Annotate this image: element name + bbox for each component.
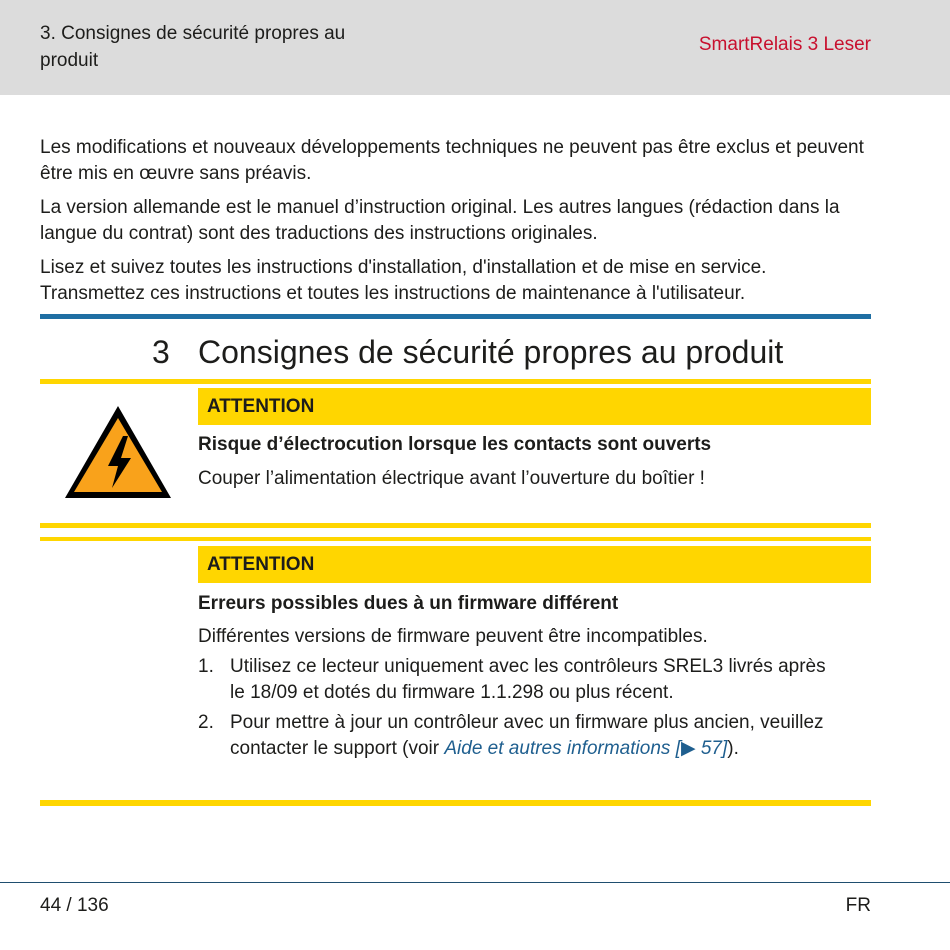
step-number: 1. [198,656,214,677]
page-header [0,0,950,95]
notice-label: ATTENTION [198,388,871,425]
intro-paragraph: Les modifications et nouveaux développements techniques ne peuvent pas être exclus et peuvent être mis en œuvre sans préavis. [40,137,864,184]
language-code: FR [845,895,871,916]
page-number: 44 / 136 [40,895,109,916]
notice-rule [40,379,871,384]
steps-list [198,654,838,766]
section-title: 3. Consignes de sécurité propres au produit [40,23,346,71]
chapter-heading [0,330,950,375]
notice-subtitle: Erreurs possibles dues à un firmware différent [198,593,619,614]
step-text-end: ). [727,738,739,759]
intro-text [40,135,870,315]
notice-text: Différentes versions de firmware peuvent être incompatibles. [198,626,708,647]
notice-text: Couper l’alimentation électrique avant l’ouverture du boîtier ! [198,468,705,489]
notice-rule [40,800,871,806]
chapter-number: 3 [152,334,170,370]
divider [40,314,871,319]
product-name: SmartRelais 3 Leser [698,34,871,55]
reference-link[interactable]: Aide et autres informations [▶ 57] [444,738,728,759]
intro-paragraph: Lisez et suivez toutes les instructions d'installation, d'installation et de mise en service. Transmettez ces instructions et toutes les instructions de maintenance à l'utilisateur. [40,257,767,304]
notice-label: ATTENTION [198,546,871,583]
step-text: Utilisez ce lecteur uniquement avec les contrôleurs SREL3 livrés après le 18/09 et dotés du firmware 1.1.298 ou plus récent. [230,656,826,703]
notice-rule [40,537,871,541]
notice-subtitle: Risque d’électrocution lorsque les contacts sont ouverts [198,434,712,455]
chapter-title: Consignes de sécurité propres au produit [198,334,784,370]
footer-divider [0,882,950,883]
intro-paragraph: La version allemande est le manuel d’instruction original. Les autres langues (rédaction dans la langue du contrat) sont des traductions des instructions originales. [40,197,840,244]
step-text: Pour mettre à jour un contrôleur avec un firmware plus ancien, veuillez contacter le support (voir [230,712,824,759]
step-number: 2. [198,712,214,733]
electric-hazard-icon [61,402,175,502]
notice-rule [40,523,871,528]
list-item [198,710,838,762]
list-item [198,654,838,706]
